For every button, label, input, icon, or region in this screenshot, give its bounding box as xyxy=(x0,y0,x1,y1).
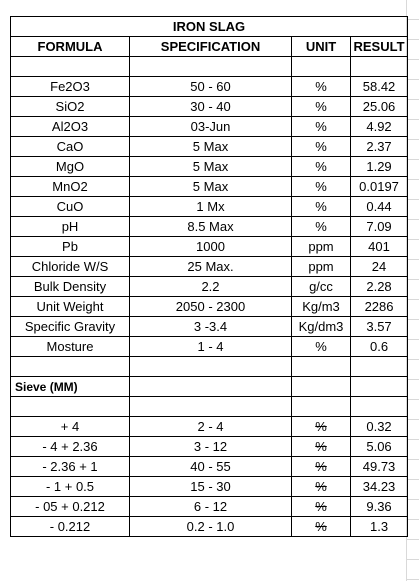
table-row xyxy=(11,517,408,537)
specification-cell[interactable]: 3 -3.4 xyxy=(130,317,292,337)
specification-cell[interactable]: 30 - 40 xyxy=(130,97,292,117)
table-row xyxy=(11,157,408,177)
unit-cell[interactable]: % xyxy=(292,497,351,517)
formula-cell[interactable]: Bulk Density xyxy=(11,277,130,297)
unit-cell[interactable]: % xyxy=(292,197,351,217)
result-cell[interactable]: 0.32 xyxy=(351,417,408,437)
table-row xyxy=(11,257,408,277)
formula-cell[interactable]: SiO2 xyxy=(11,97,130,117)
header-row xyxy=(11,37,408,57)
cell[interactable] xyxy=(130,377,292,397)
formula-cell[interactable]: Mosture xyxy=(11,337,130,357)
table-row xyxy=(11,277,408,297)
result-cell[interactable]: 24 xyxy=(351,257,408,277)
header-unit[interactable]: UNIT xyxy=(292,37,351,57)
specification-cell[interactable]: 03-Jun xyxy=(130,117,292,137)
formula-cell[interactable]: - 2.36 + 1 xyxy=(11,457,130,477)
table-row xyxy=(11,317,408,337)
unit-cell[interactable]: Kg/m3 xyxy=(292,297,351,317)
unit-cell[interactable]: ppm xyxy=(292,237,351,257)
specification-cell[interactable]: 8.5 Max xyxy=(130,217,292,237)
specification-cell[interactable]: 2.2 xyxy=(130,277,292,297)
unit-cell[interactable]: % xyxy=(292,417,351,437)
result-cell[interactable]: 49.73 xyxy=(351,457,408,477)
formula-cell[interactable]: Chloride W/S xyxy=(11,257,130,277)
specification-cell[interactable]: 1 - 4 xyxy=(130,337,292,357)
table-row xyxy=(11,137,408,157)
table-row xyxy=(11,237,408,257)
result-cell[interactable]: 0.0197 xyxy=(351,177,408,197)
result-cell[interactable]: 2286 xyxy=(351,297,408,317)
specification-cell[interactable]: 50 - 60 xyxy=(130,77,292,97)
specification-cell[interactable]: 25 Max. xyxy=(130,257,292,277)
unit-cell[interactable]: % xyxy=(292,117,351,137)
table-row xyxy=(11,337,408,357)
specification-cell[interactable]: 2050 - 2300 xyxy=(130,297,292,317)
unit-cell[interactable]: % xyxy=(292,437,351,457)
result-cell[interactable]: 1.29 xyxy=(351,157,408,177)
specification-cell[interactable]: 1 Mx xyxy=(130,197,292,217)
formula-cell[interactable]: MnO2 xyxy=(11,177,130,197)
sieve-section-row xyxy=(11,377,408,397)
specification-cell[interactable]: 3 - 12 xyxy=(130,437,292,457)
unit-cell[interactable]: % xyxy=(292,477,351,497)
table-title[interactable]: IRON SLAG xyxy=(11,17,408,37)
formula-cell[interactable]: CaO xyxy=(11,137,130,157)
table-row xyxy=(11,97,408,117)
result-cell[interactable]: 4.92 xyxy=(351,117,408,137)
table-row xyxy=(11,217,408,237)
cell[interactable] xyxy=(11,357,130,377)
result-cell[interactable]: 0.6 xyxy=(351,337,408,357)
formula-cell[interactable]: Specific Gravity xyxy=(11,317,130,337)
formula-cell[interactable]: - 05 + 0.212 xyxy=(11,497,130,517)
specification-cell[interactable]: 5 Max xyxy=(130,177,292,197)
result-cell[interactable]: 9.36 xyxy=(351,497,408,517)
unit-cell[interactable]: % xyxy=(292,157,351,177)
header-specification[interactable]: SPECIFICATION xyxy=(130,37,292,57)
result-cell[interactable]: 0.44 xyxy=(351,197,408,217)
iron-slag-table xyxy=(10,16,408,537)
specification-cell[interactable]: 6 - 12 xyxy=(130,497,292,517)
result-cell[interactable]: 2.28 xyxy=(351,277,408,297)
cell[interactable] xyxy=(351,377,408,397)
unit-cell[interactable]: ppm xyxy=(292,257,351,277)
unit-cell[interactable]: % xyxy=(292,217,351,237)
blank-row xyxy=(11,57,408,77)
result-cell[interactable]: 5.06 xyxy=(351,437,408,457)
table-row xyxy=(11,477,408,497)
cell[interactable] xyxy=(11,397,130,417)
formula-cell[interactable]: Al2O3 xyxy=(11,117,130,137)
result-cell[interactable]: 2.37 xyxy=(351,137,408,157)
unit-cell[interactable]: g/cc xyxy=(292,277,351,297)
formula-cell[interactable]: Unit Weight xyxy=(11,297,130,317)
specification-cell[interactable]: 40 - 55 xyxy=(130,457,292,477)
title-row xyxy=(11,17,408,37)
unit-cell[interactable]: % xyxy=(292,77,351,97)
cell[interactable] xyxy=(292,357,351,377)
table-row xyxy=(11,117,408,137)
table-row xyxy=(11,77,408,97)
unit-cell[interactable]: % xyxy=(292,137,351,157)
result-cell[interactable]: 58.42 xyxy=(351,77,408,97)
cell[interactable] xyxy=(130,57,292,77)
formula-cell[interactable]: CuO xyxy=(11,197,130,217)
table-row xyxy=(11,297,408,317)
formula-cell[interactable]: pH xyxy=(11,217,130,237)
header-formula[interactable]: FORMULA xyxy=(11,37,130,57)
blank-row xyxy=(11,397,408,417)
formula-cell[interactable]: Fe2O3 xyxy=(11,77,130,97)
formula-cell[interactable]: - 4 + 2.36 xyxy=(11,437,130,457)
cell[interactable] xyxy=(292,377,351,397)
specification-cell[interactable]: 5 Max xyxy=(130,157,292,177)
cell[interactable] xyxy=(351,357,408,377)
result-cell[interactable]: 7.09 xyxy=(351,217,408,237)
unit-cell[interactable]: % xyxy=(292,337,351,357)
cell[interactable] xyxy=(130,397,292,417)
specification-cell[interactable]: 2 - 4 xyxy=(130,417,292,437)
cell[interactable] xyxy=(351,57,408,77)
unit-cell[interactable]: % xyxy=(292,457,351,477)
table-row xyxy=(11,437,408,457)
cell[interactable] xyxy=(292,57,351,77)
specification-cell[interactable]: 0.2 - 1.0 xyxy=(130,517,292,537)
table-row xyxy=(11,197,408,217)
specification-cell[interactable]: 5 Max xyxy=(130,137,292,157)
cell[interactable] xyxy=(351,397,408,417)
result-cell[interactable]: 1.3 xyxy=(351,517,408,537)
table-row xyxy=(11,177,408,197)
cell[interactable] xyxy=(130,357,292,377)
formula-cell[interactable]: + 4 xyxy=(11,417,130,437)
result-cell[interactable]: 3.57 xyxy=(351,317,408,337)
unit-cell[interactable]: % xyxy=(292,177,351,197)
table-row xyxy=(11,497,408,517)
formula-cell[interactable]: MgO xyxy=(11,157,130,177)
blank-row xyxy=(11,357,408,377)
cell[interactable] xyxy=(11,57,130,77)
specification-cell[interactable]: 15 - 30 xyxy=(130,477,292,497)
sieve-label[interactable]: Sieve (MM) xyxy=(11,377,130,397)
unit-cell[interactable]: Kg/dm3 xyxy=(292,317,351,337)
cell[interactable] xyxy=(292,397,351,417)
result-cell[interactable]: 401 xyxy=(351,237,408,257)
unit-cell[interactable]: % xyxy=(292,97,351,117)
header-result[interactable]: RESULT xyxy=(351,37,408,57)
formula-cell[interactable]: - 0.212 xyxy=(11,517,130,537)
table-row xyxy=(11,457,408,477)
table-row xyxy=(11,417,408,437)
specification-cell[interactable]: 1000 xyxy=(130,237,292,257)
formula-cell[interactable]: - 1 + 0.5 xyxy=(11,477,130,497)
formula-cell[interactable]: Pb xyxy=(11,237,130,257)
result-cell[interactable]: 25.06 xyxy=(351,97,408,117)
unit-cell[interactable]: % xyxy=(292,517,351,537)
result-cell[interactable]: 34.23 xyxy=(351,477,408,497)
